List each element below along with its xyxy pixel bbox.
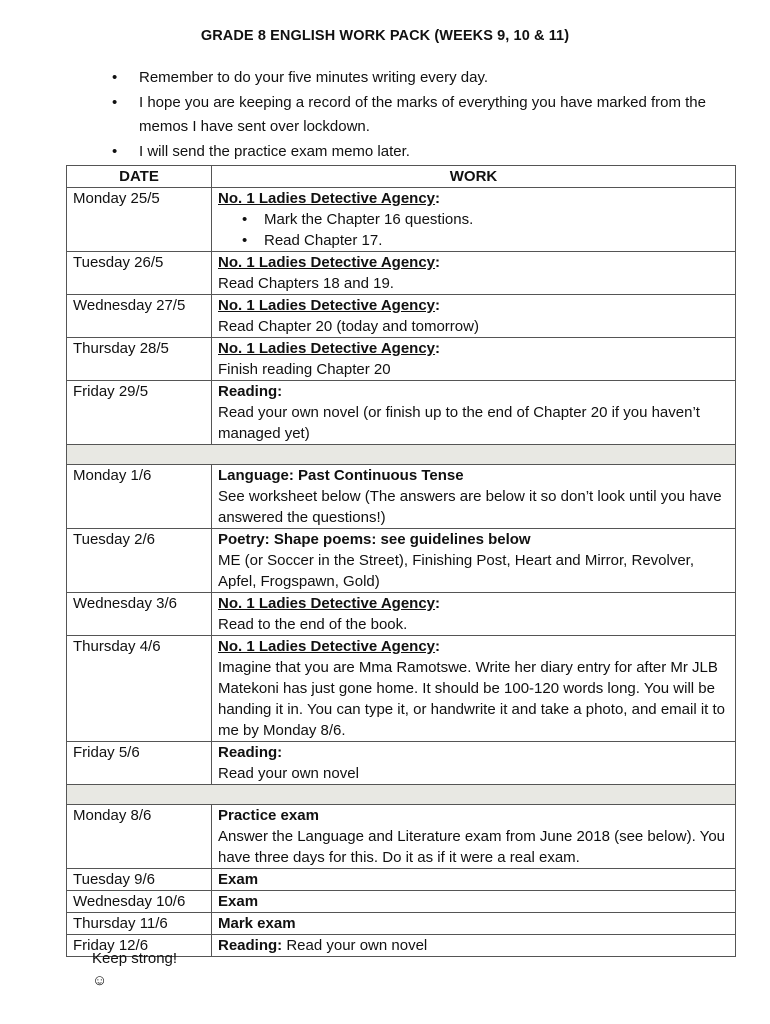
bullet-icon: • — [242, 211, 248, 228]
work-title: Poetry: Shape poems: see guidelines below — [218, 531, 531, 548]
row-date: Friday 29/5 — [67, 381, 212, 445]
work-title: Reading: — [218, 383, 283, 400]
work-text: See worksheet below (The answers are below it so don’t look until you have answered the questions!) — [218, 488, 722, 526]
row-work — [212, 891, 736, 913]
row-date: Monday 1/6 — [67, 465, 212, 529]
row-date: Thursday 11/6 — [67, 913, 212, 935]
work-title: No. 1 Ladies Detective Agency — [218, 254, 436, 271]
work-text: Read Chapters 18 and 19. — [218, 275, 394, 292]
work-text: Answer the Language and Literature exam from June 2018 (see below). You have three days for this. Do it as if it were a real exam. — [218, 828, 725, 866]
work-header: WORK — [212, 166, 736, 188]
work-title: No. 1 Ladies Detective Agency — [218, 595, 436, 612]
row-date: Wednesday 3/6 — [67, 593, 212, 636]
work-schedule-table — [66, 165, 736, 957]
work-text: Read your own novel — [218, 765, 359, 782]
work-text: ME (or Soccer in the Street), Finishing Post, Heart and Mirror, Revolver, Apfel, Frogspawn, Gold) — [218, 552, 695, 590]
row-date: Tuesday 9/6 — [67, 869, 212, 891]
work-title: No. 1 Ladies Detective Agency — [218, 638, 436, 655]
row-work: No. 1 Ladies Detective Agency: Imagine that you are Mma Ramotswe. Write her diary entry for after Mr JLB Matekoni has just gone home. It should be 100-120 words long. You will be handing it in. You can type it, or handwrite it and take a photo, and email it to me by Monday 8/6. — [212, 636, 736, 742]
row-work — [212, 465, 736, 529]
row-work — [212, 935, 736, 957]
bullet-icon: • — [112, 93, 118, 111]
work-text: Read your own novel (or finish up to the end of Chapter 20 if you haven’t managed yet) — [218, 404, 700, 442]
row-date: Friday 12/6 — [67, 935, 212, 957]
work-text: Imagine that you are Mma Ramotswe. Write her diary entry for after Mr JLB Matekoni has just gone home. It should be 100-120 words long. You will be handing it in. You can type it, or handwrite it and take a photo, and email it to me by Monday 8/6. — [218, 659, 726, 739]
work-text: Read Chapter 20 (today and tomorrow) — [218, 318, 479, 335]
row-work: No. 1 Ladies Detective Agency: Finish reading Chapter 20 — [212, 338, 736, 381]
work-title: Reading: — [218, 744, 283, 761]
row-work: No. 1 Ladies Detective Agency: Read to the end of the book. — [212, 593, 736, 636]
table-header-row — [67, 166, 736, 188]
table-row — [67, 593, 736, 636]
table-row — [67, 338, 736, 381]
row-date: Tuesday 2/6 — [67, 529, 212, 593]
table-row — [67, 869, 736, 891]
row-work: No. 1 Ladies Detective Agency: Read Chapters 18 and 19. — [212, 252, 736, 295]
bullet-icon: • — [112, 142, 118, 160]
row-work — [212, 381, 736, 445]
bullet-icon: • — [242, 232, 248, 249]
row-work: No. 1 Ladies Detective Agency: Read Chapter 20 (today and tomorrow) — [212, 295, 736, 338]
row-date: Tuesday 26/5 — [67, 252, 212, 295]
list-item: • I hope you are keeping a record of the marks of everything you have marked from the memos I have sent over lockdown. — [112, 91, 712, 140]
work-text: Finish reading Chapter 20 — [218, 361, 391, 378]
row-date: Friday 5/6 — [67, 742, 212, 785]
row-work — [212, 529, 736, 593]
closing-text: Keep strong! — [92, 950, 178, 967]
closing-note — [92, 948, 177, 992]
table-row — [67, 913, 736, 935]
page-title: GRADE 8 ENGLISH WORK PACK (WEEKS 9, 10 & 11) — [200, 28, 570, 44]
task-list — [218, 209, 729, 251]
row-work — [212, 742, 736, 785]
row-work — [212, 913, 736, 935]
row-date: Thursday 4/6 — [67, 636, 212, 742]
table-row — [67, 252, 736, 295]
table-row — [67, 636, 736, 742]
list-item: • Mark the Chapter 16 questions. — [242, 211, 474, 228]
work-title: Exam — [218, 893, 259, 910]
work-title: Mark exam — [218, 915, 296, 932]
week-separator — [67, 445, 736, 465]
table-row — [67, 742, 736, 785]
row-date: Monday 8/6 — [67, 805, 212, 869]
work-text: Read your own novel — [286, 937, 428, 954]
week-separator — [67, 785, 736, 805]
table-row — [67, 529, 736, 593]
row-date: Monday 25/5 — [67, 188, 212, 252]
table-row — [67, 891, 736, 913]
work-title: No. 1 Ladies Detective Agency — [218, 297, 436, 314]
work-title: No. 1 Ladies Detective Agency — [218, 340, 436, 357]
table-row — [67, 805, 736, 869]
row-date: Wednesday 10/6 — [67, 891, 212, 913]
instruction-list — [112, 66, 712, 164]
row-work: No. 1 Ladies Detective Agency: • Mark the Chapter 16 questions. • Read Chapter 17. — [212, 188, 736, 252]
table-row — [67, 381, 736, 445]
row-date: Thursday 28/5 — [67, 338, 212, 381]
row-work — [212, 805, 736, 869]
row-date: Wednesday 27/5 — [67, 295, 212, 338]
table-row — [67, 295, 736, 338]
work-title: Language: Past Continuous Tense — [218, 467, 464, 484]
table-row — [67, 188, 736, 252]
list-item: • Read Chapter 17. — [242, 232, 383, 249]
work-title: Exam — [218, 871, 259, 888]
bullet-icon: • — [112, 69, 118, 86]
list-item: • Remember to do your five minutes writing every day. — [112, 66, 712, 91]
work-title: Practice exam — [218, 807, 319, 824]
table-row — [67, 465, 736, 529]
row-work — [212, 869, 736, 891]
work-text: Read to the end of the book. — [218, 616, 408, 633]
list-item: • I will send the practice exam memo later. — [112, 140, 712, 165]
work-title: Reading: — [218, 937, 283, 954]
smiley-icon: ☺ — [92, 972, 108, 989]
date-header: DATE — [67, 166, 212, 188]
work-title: No. 1 Ladies Detective Agency — [218, 190, 436, 207]
